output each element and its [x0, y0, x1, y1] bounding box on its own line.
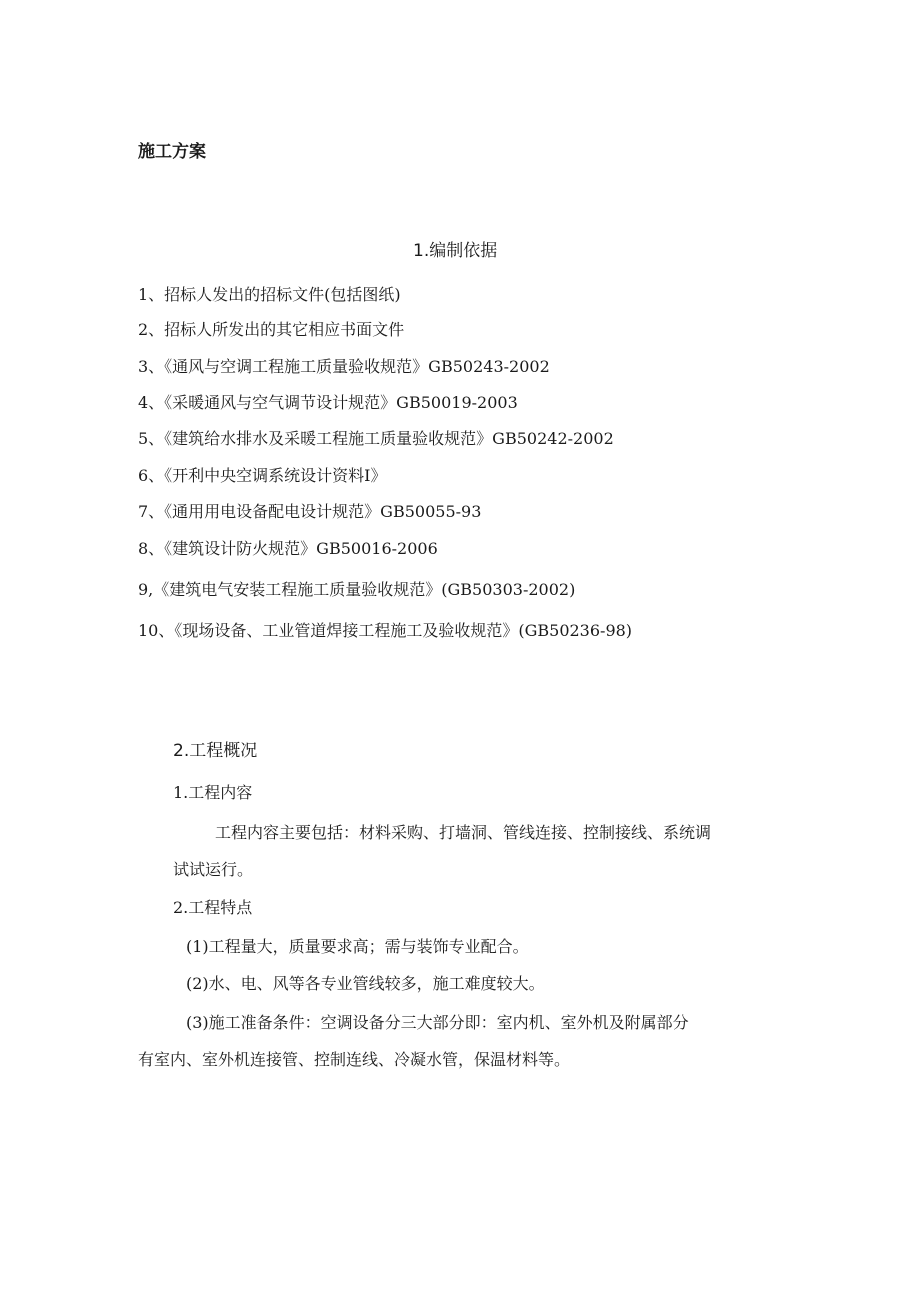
subsection-heading-content: 1.工程内容	[173, 783, 253, 802]
list-item: 6、《开利中央空调系统设计资料I》	[138, 466, 387, 485]
feature-point-2: (2)水、电、风等各专业管线较多，施工难度较大。	[186, 974, 545, 993]
list-item: 5、《建筑给水排水及采暖工程施工质量验收规范》GB50242-2002	[138, 429, 614, 448]
feature-point-3-line1: (3)施工准备条件：空调设备分三大部分即：室内机、室外机及附属部分	[186, 1013, 689, 1032]
feature-point-1: (1)工程量大，质量要求高；需与装饰专业配合。	[186, 937, 529, 956]
section1-heading: 1.编制依据	[413, 241, 498, 261]
list-item: 1、招标人发出的招标文件(包括图纸)	[138, 285, 401, 304]
list-item: 9,《建筑电气安装工程施工质量验收规范》(GB50303-2002)	[138, 580, 576, 599]
feature-point-3-line2: 有室内、室外机连接管、控制连线、冷凝水管，保温材料等。	[138, 1050, 571, 1069]
list-item: 8、《建筑设计防火规范》GB50016-2006	[138, 539, 438, 558]
list-item: 10、《现场设备、工业管道焊接工程施工及验收规范》(GB50236-98)	[138, 621, 633, 640]
list-item: 2、招标人所发出的其它相应书面文件	[138, 320, 405, 339]
list-item: 7、《通用用电设备配电设计规范》GB50055-93	[138, 502, 482, 521]
content-paragraph-line1: 工程内容主要包括：材料采购、打墙洞、管线连接、控制接线、系统调	[215, 823, 712, 842]
list-item: 4、《采暖通风与空气调节设计规范》GB50019-2003	[138, 393, 518, 412]
list-item: 3、《通风与空调工程施工质量验收规范》GB50243-2002	[138, 357, 550, 376]
content-paragraph-line2: 试试运行。	[173, 860, 254, 879]
section2-heading: 2.工程概况	[173, 741, 258, 761]
subsection-heading-features: 2.工程特点	[173, 898, 253, 917]
document-title: 施工方案	[138, 142, 206, 162]
